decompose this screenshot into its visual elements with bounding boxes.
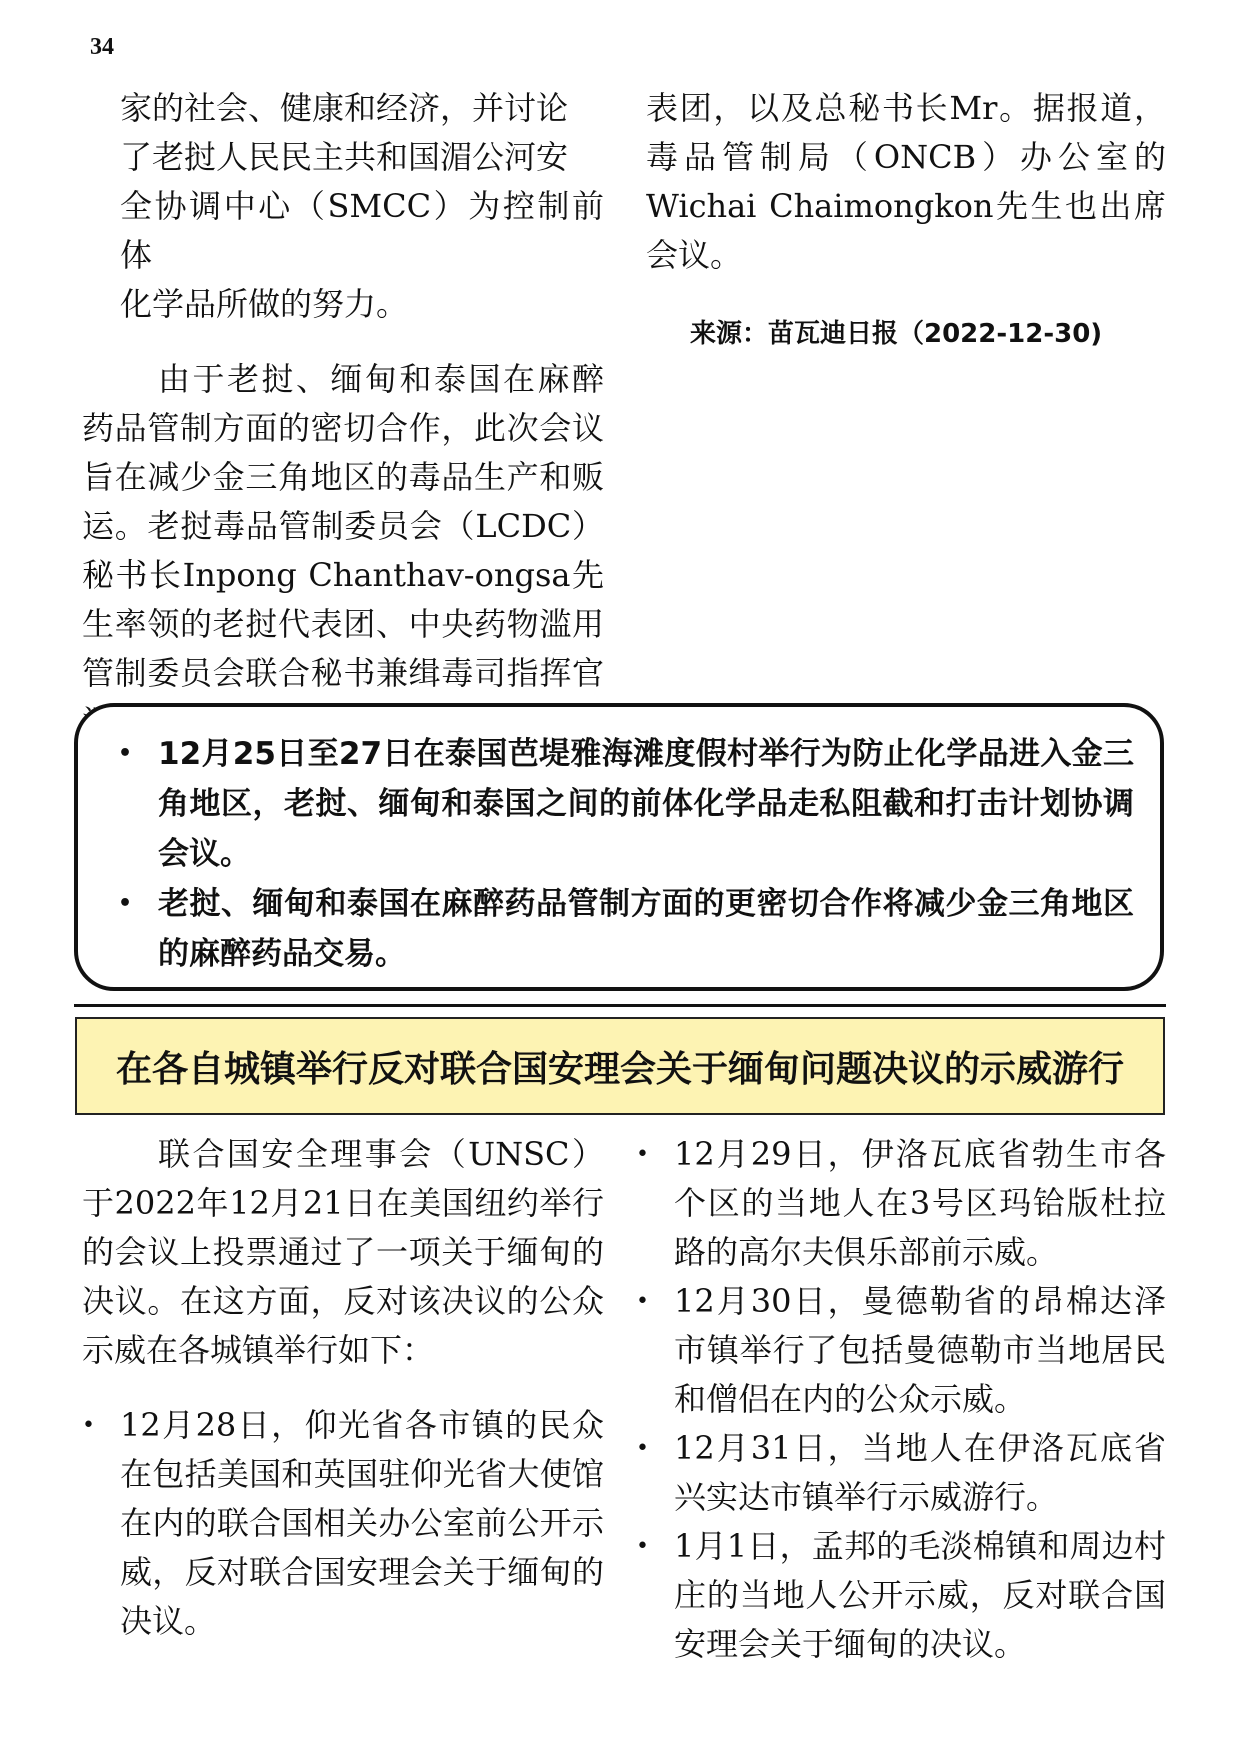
key-point-item (100, 879, 1134, 979)
demonstration-list (636, 1130, 1166, 1669)
section-title: 在各自城镇举行反对联合国安理会关于缅甸问题决议的示威游行 (115, 1048, 1124, 1090)
demonstration-item (636, 1424, 1166, 1522)
bullet-icon: • (118, 741, 133, 766)
demonstration-item (82, 1401, 604, 1646)
continued-paragraph-line: 了老挝人民民主共和国湄公河安 (120, 138, 569, 176)
demonstration-item (636, 1130, 1166, 1277)
key-point-text: 老挝、缅甸和泰国在麻醉药品管制方面的更密切合作将减少金三角地区的麻醉药品交易。 (158, 886, 1134, 972)
demonstration-text: 12月31日，当地人在伊洛瓦底省兴实达市镇举行示威游行。 (674, 1429, 1166, 1516)
bullet-icon: • (636, 1142, 649, 1167)
bullet-icon: • (636, 1289, 649, 1314)
source-citation: 来源：苗瓦迪日报（2022-12-30) (690, 319, 1103, 349)
continued-paragraph-line: 化学品所做的努力。 (120, 285, 409, 323)
bottom-left-column (82, 1130, 604, 1646)
bottom-right-column (636, 1130, 1166, 1669)
section-title-banner (75, 1017, 1165, 1115)
key-points-box (74, 703, 1164, 991)
bullet-icon: • (636, 1534, 649, 1559)
demonstration-text: 1月1日，孟邦的毛淡棉镇和周边村庄的当地人公开示威，反对联合国安理会关于缅甸的决议。 (674, 1527, 1166, 1663)
top-left-column (82, 84, 604, 747)
body-paragraph: 由于老挝、缅甸和泰国在麻醉药品管制方面的密切合作，此次会议旨在减少金三角地区的毒品生产和贩运。老挝毒品管制委员会（LCDC）秘书长Inpong Chanthav-ongsa先生率领的老挝代表团、中央药物滥用管制委员会联合秘书兼缉毒司指挥官 (82, 360, 604, 692)
demonstration-item (636, 1522, 1166, 1669)
key-point-item (100, 729, 1134, 879)
bullet-icon: • (82, 1413, 95, 1438)
key-point-text: 12月25日至27日在泰国芭堤雅海滩度假村举行为防止化学品进入金三角地区，老挝、缅甸和泰国之间的前体化学品走私阻截和打击计划协调会议。 (158, 736, 1134, 872)
demonstration-text: 12月30日，曼德勒省的昂棉达泽市镇举行了包括曼德勒市当地居民和僧侣在内的公众示威。 (674, 1282, 1166, 1418)
key-points-list (78, 707, 1160, 979)
top-right-column (646, 84, 1166, 354)
body-paragraph: 表团，以及总秘书长Mr。据报道，毒品管制局（ONCB）办公室的Wichai Chaimongkon先生也出席会议。 (646, 89, 1166, 274)
intro-paragraph: 联合国安全理事会（UNSC）于2022年12月21日在美国纽约举行的会议上投票通过了一项关于缅甸的决议。在这方面，反对该决议的公众示威在各城镇举行如下： (82, 1135, 604, 1369)
title-divider (74, 1004, 1166, 1007)
continued-paragraph-line: 全协调中心（SMCC）为控制前体 (120, 187, 604, 274)
demonstration-text: 12月28日，仰光省各市镇的民众在包括美国和英国驻仰光省大使馆在内的联合国相关办公室前公开示威，反对联合国安理会关于缅甸的决议。 (120, 1406, 604, 1640)
continued-paragraph-line: 家的社会、健康和经济，并讨论 (120, 89, 569, 127)
demonstration-list (82, 1401, 604, 1646)
demonstration-item (636, 1277, 1166, 1424)
demonstration-text: 12月29日，伊洛瓦底省勃生市各个区的当地人在3号区玛铪版杜拉路的高尔夫俱乐部前示威。 (674, 1135, 1166, 1271)
bullet-icon: • (118, 891, 133, 916)
page-number: 34 (90, 34, 114, 60)
bullet-icon: • (636, 1436, 649, 1461)
